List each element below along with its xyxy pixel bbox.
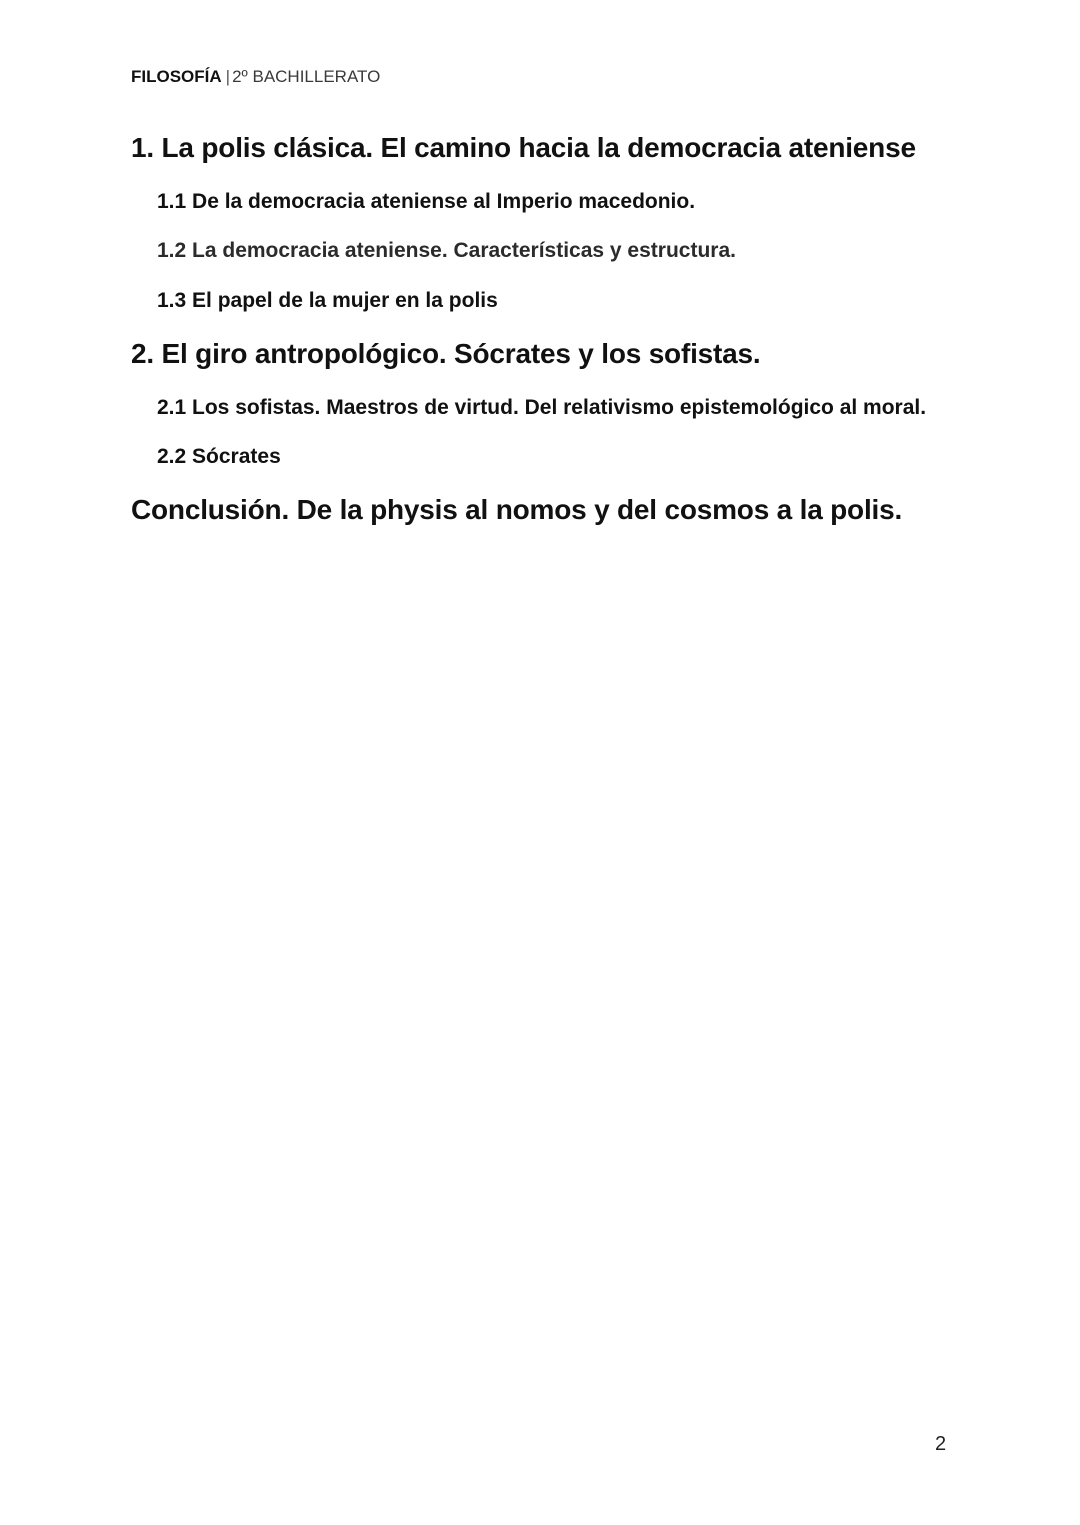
toc-subsection-1-3: 1.3 El papel de la mujer en la polis <box>157 289 498 312</box>
header-separator: | <box>225 67 231 86</box>
toc-section-2-title: 2. El giro antropológico. Sócrates y los sofistas. <box>131 338 761 369</box>
header-course: 2º BACHILLERATO <box>232 67 381 86</box>
page-number: 2 <box>935 1433 947 1455</box>
toc-subsection-1-2: 1.2 La democracia ateniense. Características y estructura. <box>157 239 736 262</box>
header-subject: FILOSOFÍA <box>131 67 222 86</box>
toc-subsection-1-1: 1.1 De la democracia ateniense al Imperio macedonio. <box>157 190 696 213</box>
page-header <box>131 66 380 88</box>
toc-subsection-2-2: 2.2 Sócrates <box>157 445 281 468</box>
toc-conclusion-title: Conclusión. De la physis al nomos y del cosmos a la polis. <box>131 494 903 525</box>
toc-section-1-title: 1. La polis clásica. El camino hacia la democracia ateniense <box>131 132 916 163</box>
toc-subsection-2-1: 2.1 Los sofistas. Maestros de virtud. Del relativismo epistemológico al moral. <box>157 396 927 419</box>
